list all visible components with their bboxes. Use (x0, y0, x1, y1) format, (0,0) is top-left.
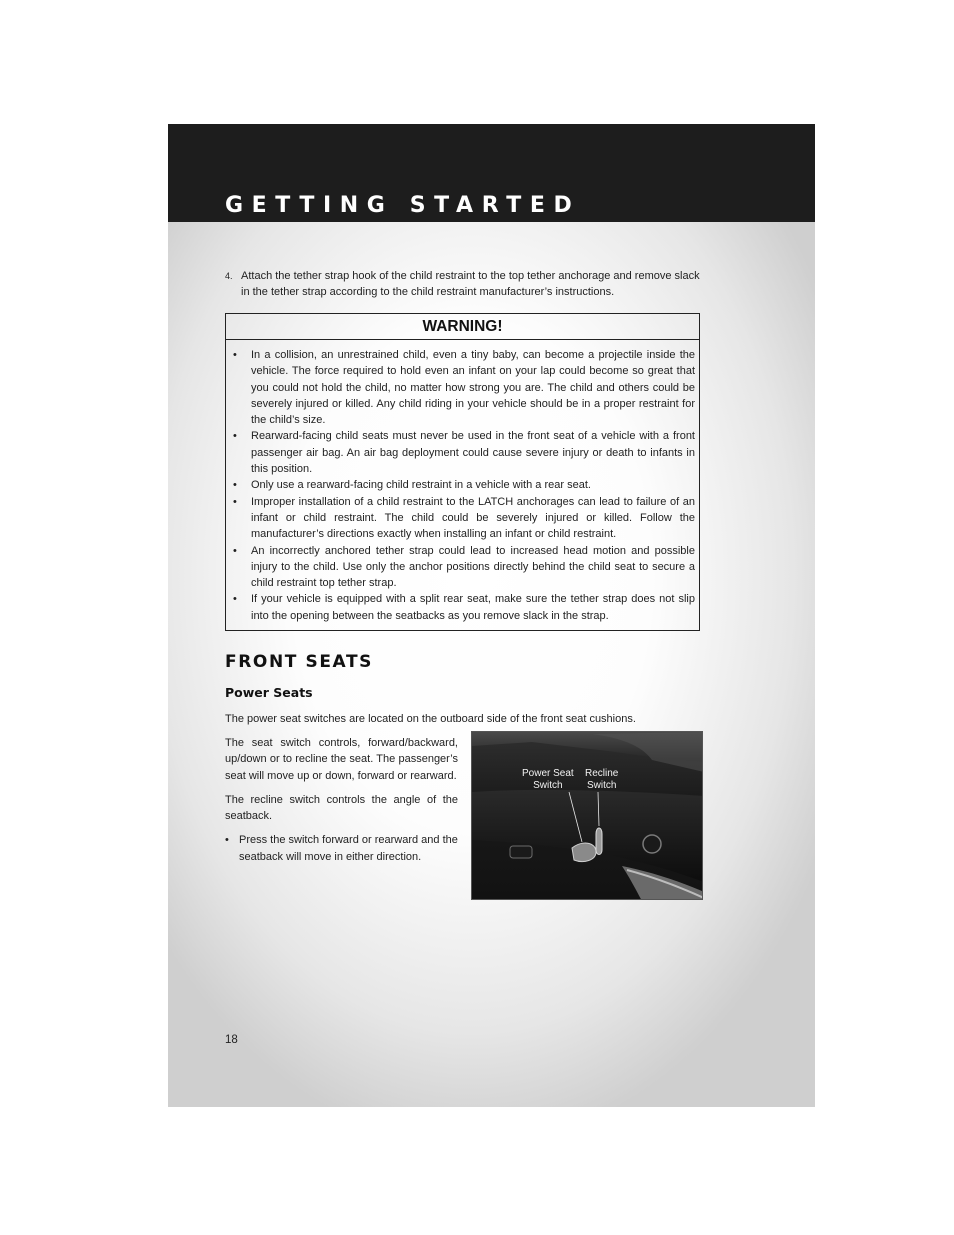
bullet-icon: • (225, 834, 229, 847)
bullet-icon: • (233, 593, 237, 606)
memory-knob-icon (643, 835, 661, 853)
warning-list (232, 347, 695, 624)
recline-switch-label (585, 768, 618, 791)
bullet-icon: • (233, 349, 237, 361)
label-line: Power Seat (522, 768, 574, 779)
seat-switch-paragraph: The seat switch controls, forward/backward, up/down or to recline the seat. The passenger’s seat will move up or down, forward or rearward. (225, 737, 458, 782)
power-seats-description (225, 735, 458, 865)
recline-switch-paragraph: The recline switch controls the angle of the seatback. (225, 793, 458, 823)
seat-photo-drawing (472, 732, 703, 900)
label-line: Switch (533, 779, 563, 791)
lumbar-switch-icon (510, 846, 532, 858)
warning-item (232, 477, 695, 493)
warning-item (232, 591, 695, 624)
bullet-icon: • (233, 479, 237, 492)
warning-item-text: Only use a rearward-facing child restraint in a vehicle with a rear seat. (251, 479, 591, 492)
section-title: GETTING STARTED (225, 193, 581, 218)
power-seat-switch-icon (572, 843, 596, 862)
step-text: Attach the tether strap hook of the child restraint to the top tether anchorage and remove slack in the tether strap according to the child restraint manufacturer’s instructions. (241, 270, 700, 299)
bullet-icon: • (233, 495, 237, 508)
warning-item-text: If your vehicle is equipped with a split rear seat, make sure the tether strap does not slip into the opening between the seatbacks as you remove slack in the strap. (251, 593, 695, 622)
label-line: Switch (586, 779, 617, 791)
section-header-bar (168, 124, 815, 222)
warning-item (232, 428, 695, 477)
warning-title: WARNING! (226, 314, 699, 340)
warning-item (232, 543, 695, 592)
press-switch-text: Press the switch forward or rearward and the seatback will move in either direction. (239, 834, 458, 863)
power-seats-subheading: Power Seats (225, 685, 313, 700)
bullet-icon: • (233, 430, 237, 443)
press-switch-bullet (225, 832, 458, 865)
front-seats-heading: FRONT SEATS (225, 652, 374, 672)
warning-item-text: Rearward-facing child seats must never be used in the front seat of a vehicle with a front passenger air bag. An air bag deployment could cause severe injury or death to infants in this position. (251, 430, 695, 476)
manual-page (168, 124, 815, 1107)
warning-item-text: In a collision, an unrestrained child, even a tiny baby, can become a projectile inside the vehicle. The force required to hold even an infant on your lap could become so great that you could not hold the child, no matter how strong you are. The child and others could be severely injured or killed. Any child riding in your vehicle should be in a proper restraint for the child’s size. (251, 349, 695, 427)
power-seat-switches-photo (471, 731, 703, 900)
label-line: Recline (585, 768, 619, 779)
power-seat-switch-label (522, 768, 574, 791)
warning-item-text: Improper installation of a child restraint to the LATCH anchorages can lead to failure of an infant or child restraint. The child could be severely injured or killed. Follow the manufacturer’s directions exactly when installing an infant or child restraint. (251, 495, 695, 541)
warning-box (225, 313, 700, 631)
step-number: 4. (225, 271, 233, 281)
recline-switch-icon (596, 828, 602, 855)
warning-item (232, 347, 695, 428)
page-number: 18 (225, 1034, 238, 1046)
warning-item-text: An incorrectly anchored tether strap could lead to increased head motion and possible injury to the child. Use only the anchor positions directly behind the child seat to secure a child restraint top tether strap. (251, 544, 695, 590)
warning-item (232, 494, 695, 543)
power-seats-intro: The power seat switches are located on the outboard side of the front seat cushions. (225, 713, 636, 725)
seat-cushion-side (472, 790, 703, 882)
bullet-icon: • (233, 544, 237, 557)
